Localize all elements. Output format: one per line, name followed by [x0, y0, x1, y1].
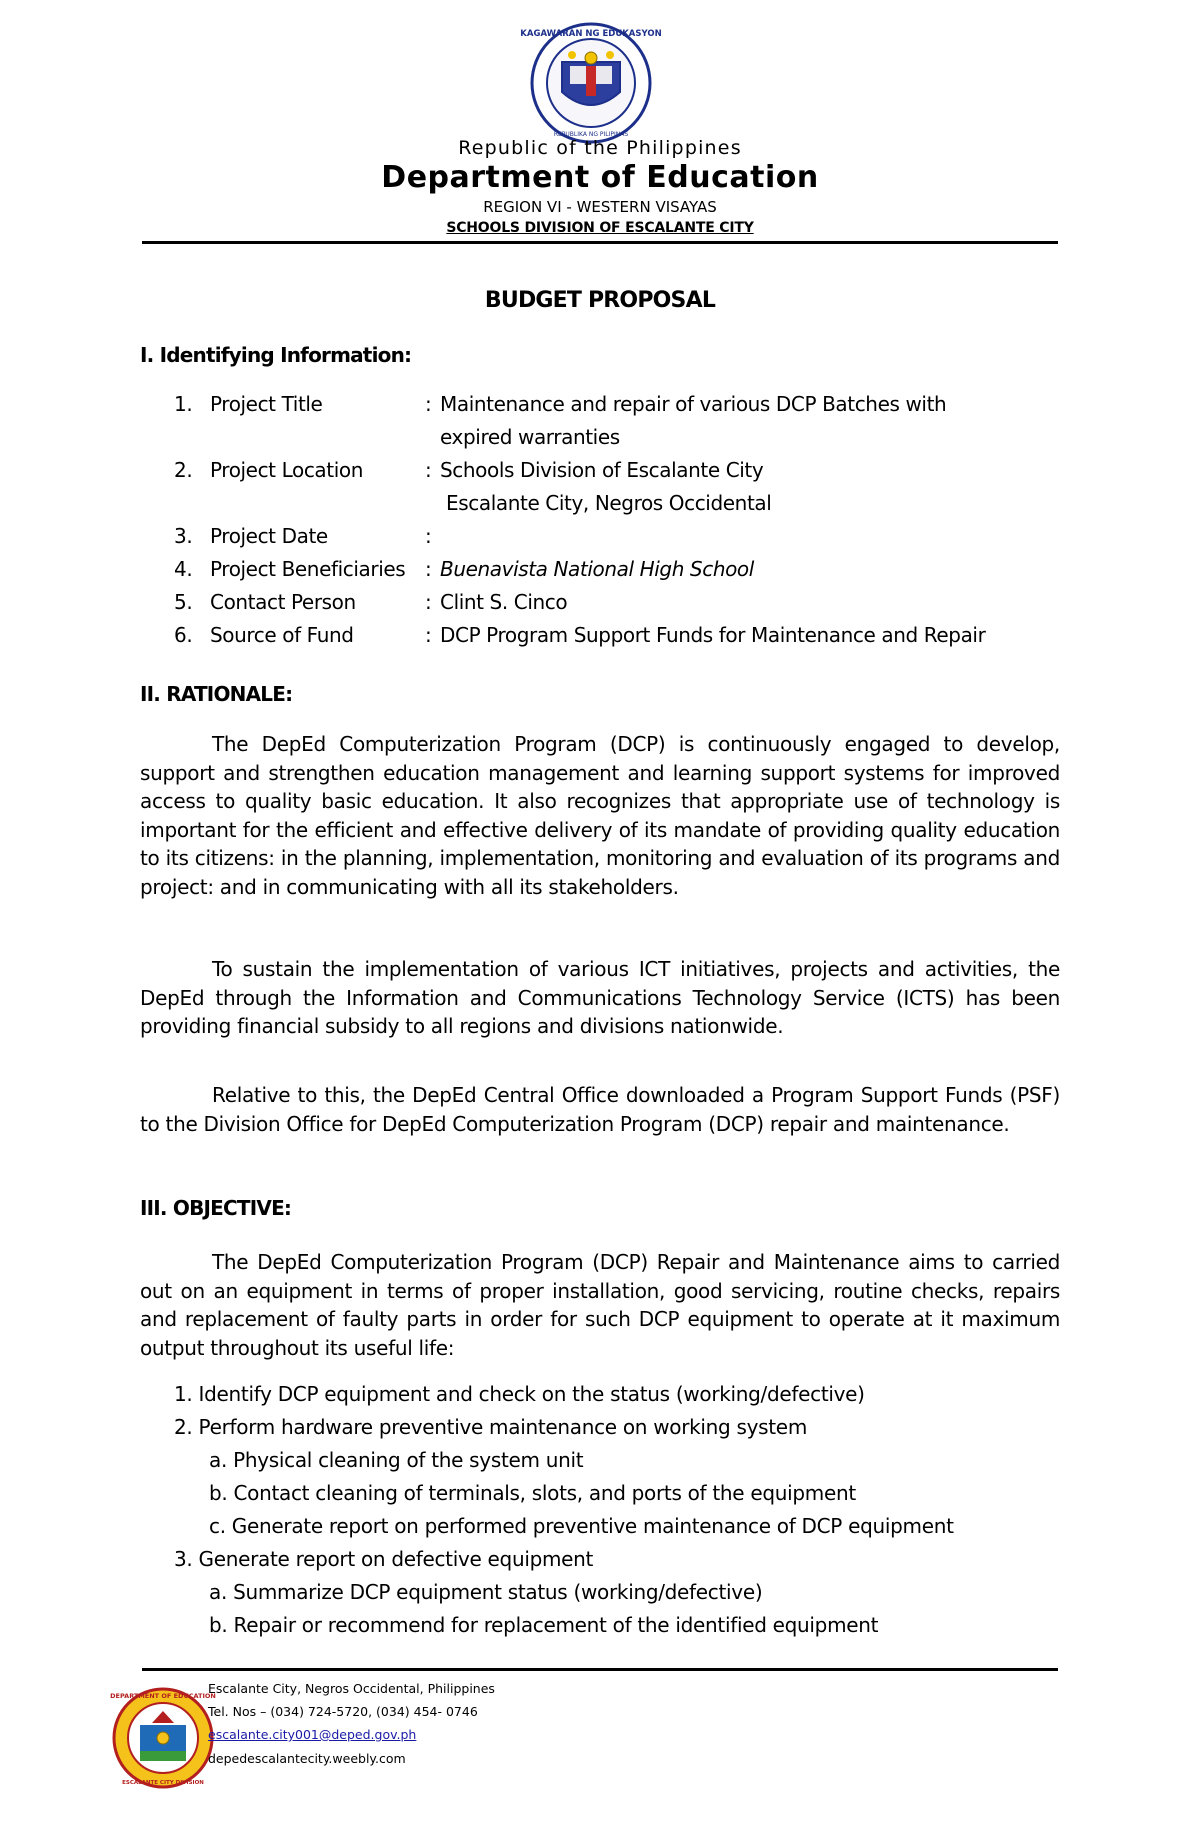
footer-divider: [142, 1668, 1058, 1671]
item-colon: :: [425, 392, 432, 416]
footer-address: Escalante City, Negros Occidental, Philippines: [208, 1681, 495, 1696]
header-division: SCHOOLS DIVISION OF ESCALANTE CITY: [446, 220, 754, 236]
deped-seal-icon: [520, 22, 662, 144]
rationale-paragraph: The DepEd Computerization Program (DCP) is continuously engaged to develop, support and strengthen education management and learning support systems for improved access to quality basic education. It also recognizes that appropriate use of technology is important for the efficient and effective delivery of its mandate of providing quality education to its citizens: in the planning, implementation, monitoring and evaluation of its programs and project: and in communicating with all its stakeholders.: [140, 732, 1060, 899]
item-colon: :: [425, 524, 432, 548]
item-label: Project Beneficiaries: [210, 557, 406, 581]
objective-sublist-item: b. Contact cleaning of terminals, slots, and ports of the equipment: [209, 1481, 856, 1505]
rationale-paragraph: To sustain the implementation of various ICT initiatives, projects and activities, the DepEd through the Information and Communications Technology Service (ICTS) has been providing financial subsidy to all regions and divisions nationwide.: [140, 957, 1060, 1038]
section-identifying-heading: I. Identifying Information:: [140, 343, 412, 367]
item-label: Source of Fund: [210, 623, 354, 647]
item-colon: :: [425, 557, 432, 581]
objective-paragraph: The DepEd Computerization Program (DCP) Repair and Maintenance aims to carried out on an equipment in terms of proper installation, good servicing, routine checks, repairs and replacement of faulty parts in order for such DCP equipment to operate at it maximum output throughout its useful life:: [140, 1250, 1060, 1360]
item-label: Contact Person: [210, 590, 356, 614]
objective-list-item: 3. Generate report on defective equipment: [174, 1547, 594, 1571]
item-colon: :: [425, 458, 432, 482]
item-number: 1.: [174, 392, 193, 416]
item-number: 6.: [174, 623, 193, 647]
header-department: Department of Education: [381, 160, 819, 195]
seal-subtext: REPUBLIKA NG PILIPINAS: [553, 131, 629, 138]
header-republic: Republic of the Philippines: [458, 137, 742, 159]
objective-list-item: 2. Perform hardware preventive maintenance on working system: [174, 1415, 807, 1439]
objective-sublist-item: b. Repair or recommend for replacement of the identified equipment: [209, 1613, 879, 1637]
section-rationale-heading: II. RATIONALE:: [140, 682, 293, 706]
section-objective-heading: III. OBJECTIVE:: [140, 1196, 292, 1220]
header-divider: [142, 241, 1058, 244]
source-of-fund-value: DCP Program Support Funds for Maintenance and Repair: [440, 623, 986, 647]
item-number: 4.: [174, 557, 193, 581]
objective-sublist-item: c. Generate report on performed preventive maintenance of DCP equipment: [209, 1514, 954, 1538]
project-location-value-cont: Escalante City, Negros Occidental: [446, 491, 772, 515]
item-label: Project Location: [210, 458, 363, 482]
objective-list-item: 1. Identify DCP equipment and check on the status (working/defective): [174, 1382, 865, 1406]
contact-person-value: Clint S. Cinco: [440, 590, 568, 614]
item-colon: :: [425, 590, 432, 614]
item-label: Project Title: [210, 392, 323, 416]
item-colon: :: [425, 623, 432, 647]
header-region: REGION VI - WESTERN VISAYAS: [483, 198, 717, 216]
footer-telephone: Tel. Nos – (034) 724-5720, (034) 454- 0746: [208, 1704, 478, 1719]
project-beneficiaries-value: Buenavista National High School: [440, 557, 754, 581]
project-location-value: Schools Division of Escalante City: [440, 458, 764, 482]
item-number: 5.: [174, 590, 193, 614]
division-seal-icon: [112, 1687, 214, 1789]
footer-seal-subtext: ESCALANTE CITY DIVISION: [122, 1780, 204, 1786]
footer-seal-text: DEPARTMENT OF EDUCATION: [110, 1692, 216, 1700]
objective-sublist-item: a. Summarize DCP equipment status (working/defective): [209, 1580, 763, 1604]
item-number: 3.: [174, 524, 193, 548]
item-label: Project Date: [210, 524, 328, 548]
project-title-value-cont: expired warranties: [440, 425, 620, 449]
objective-sublist-item: a. Physical cleaning of the system unit: [209, 1448, 584, 1472]
rationale-paragraph: Relative to this, the DepEd Central Office downloaded a Program Support Funds (PSF) to the Division Office for DepEd Computerization Program (DCP) repair and maintenance.: [140, 1083, 1060, 1136]
seal-text: KAGAWARAN NG EDUKASYON: [520, 29, 662, 39]
footer-website[interactable]: depedescalantecity.weebly.com: [208, 1751, 406, 1766]
footer-email-link[interactable]: escalante.city001@deped.gov.ph: [208, 1727, 417, 1742]
item-number: 2.: [174, 458, 193, 482]
project-title-value: Maintenance and repair of various DCP Batches with: [440, 392, 947, 416]
document-title: BUDGET PROPOSAL: [484, 288, 716, 313]
